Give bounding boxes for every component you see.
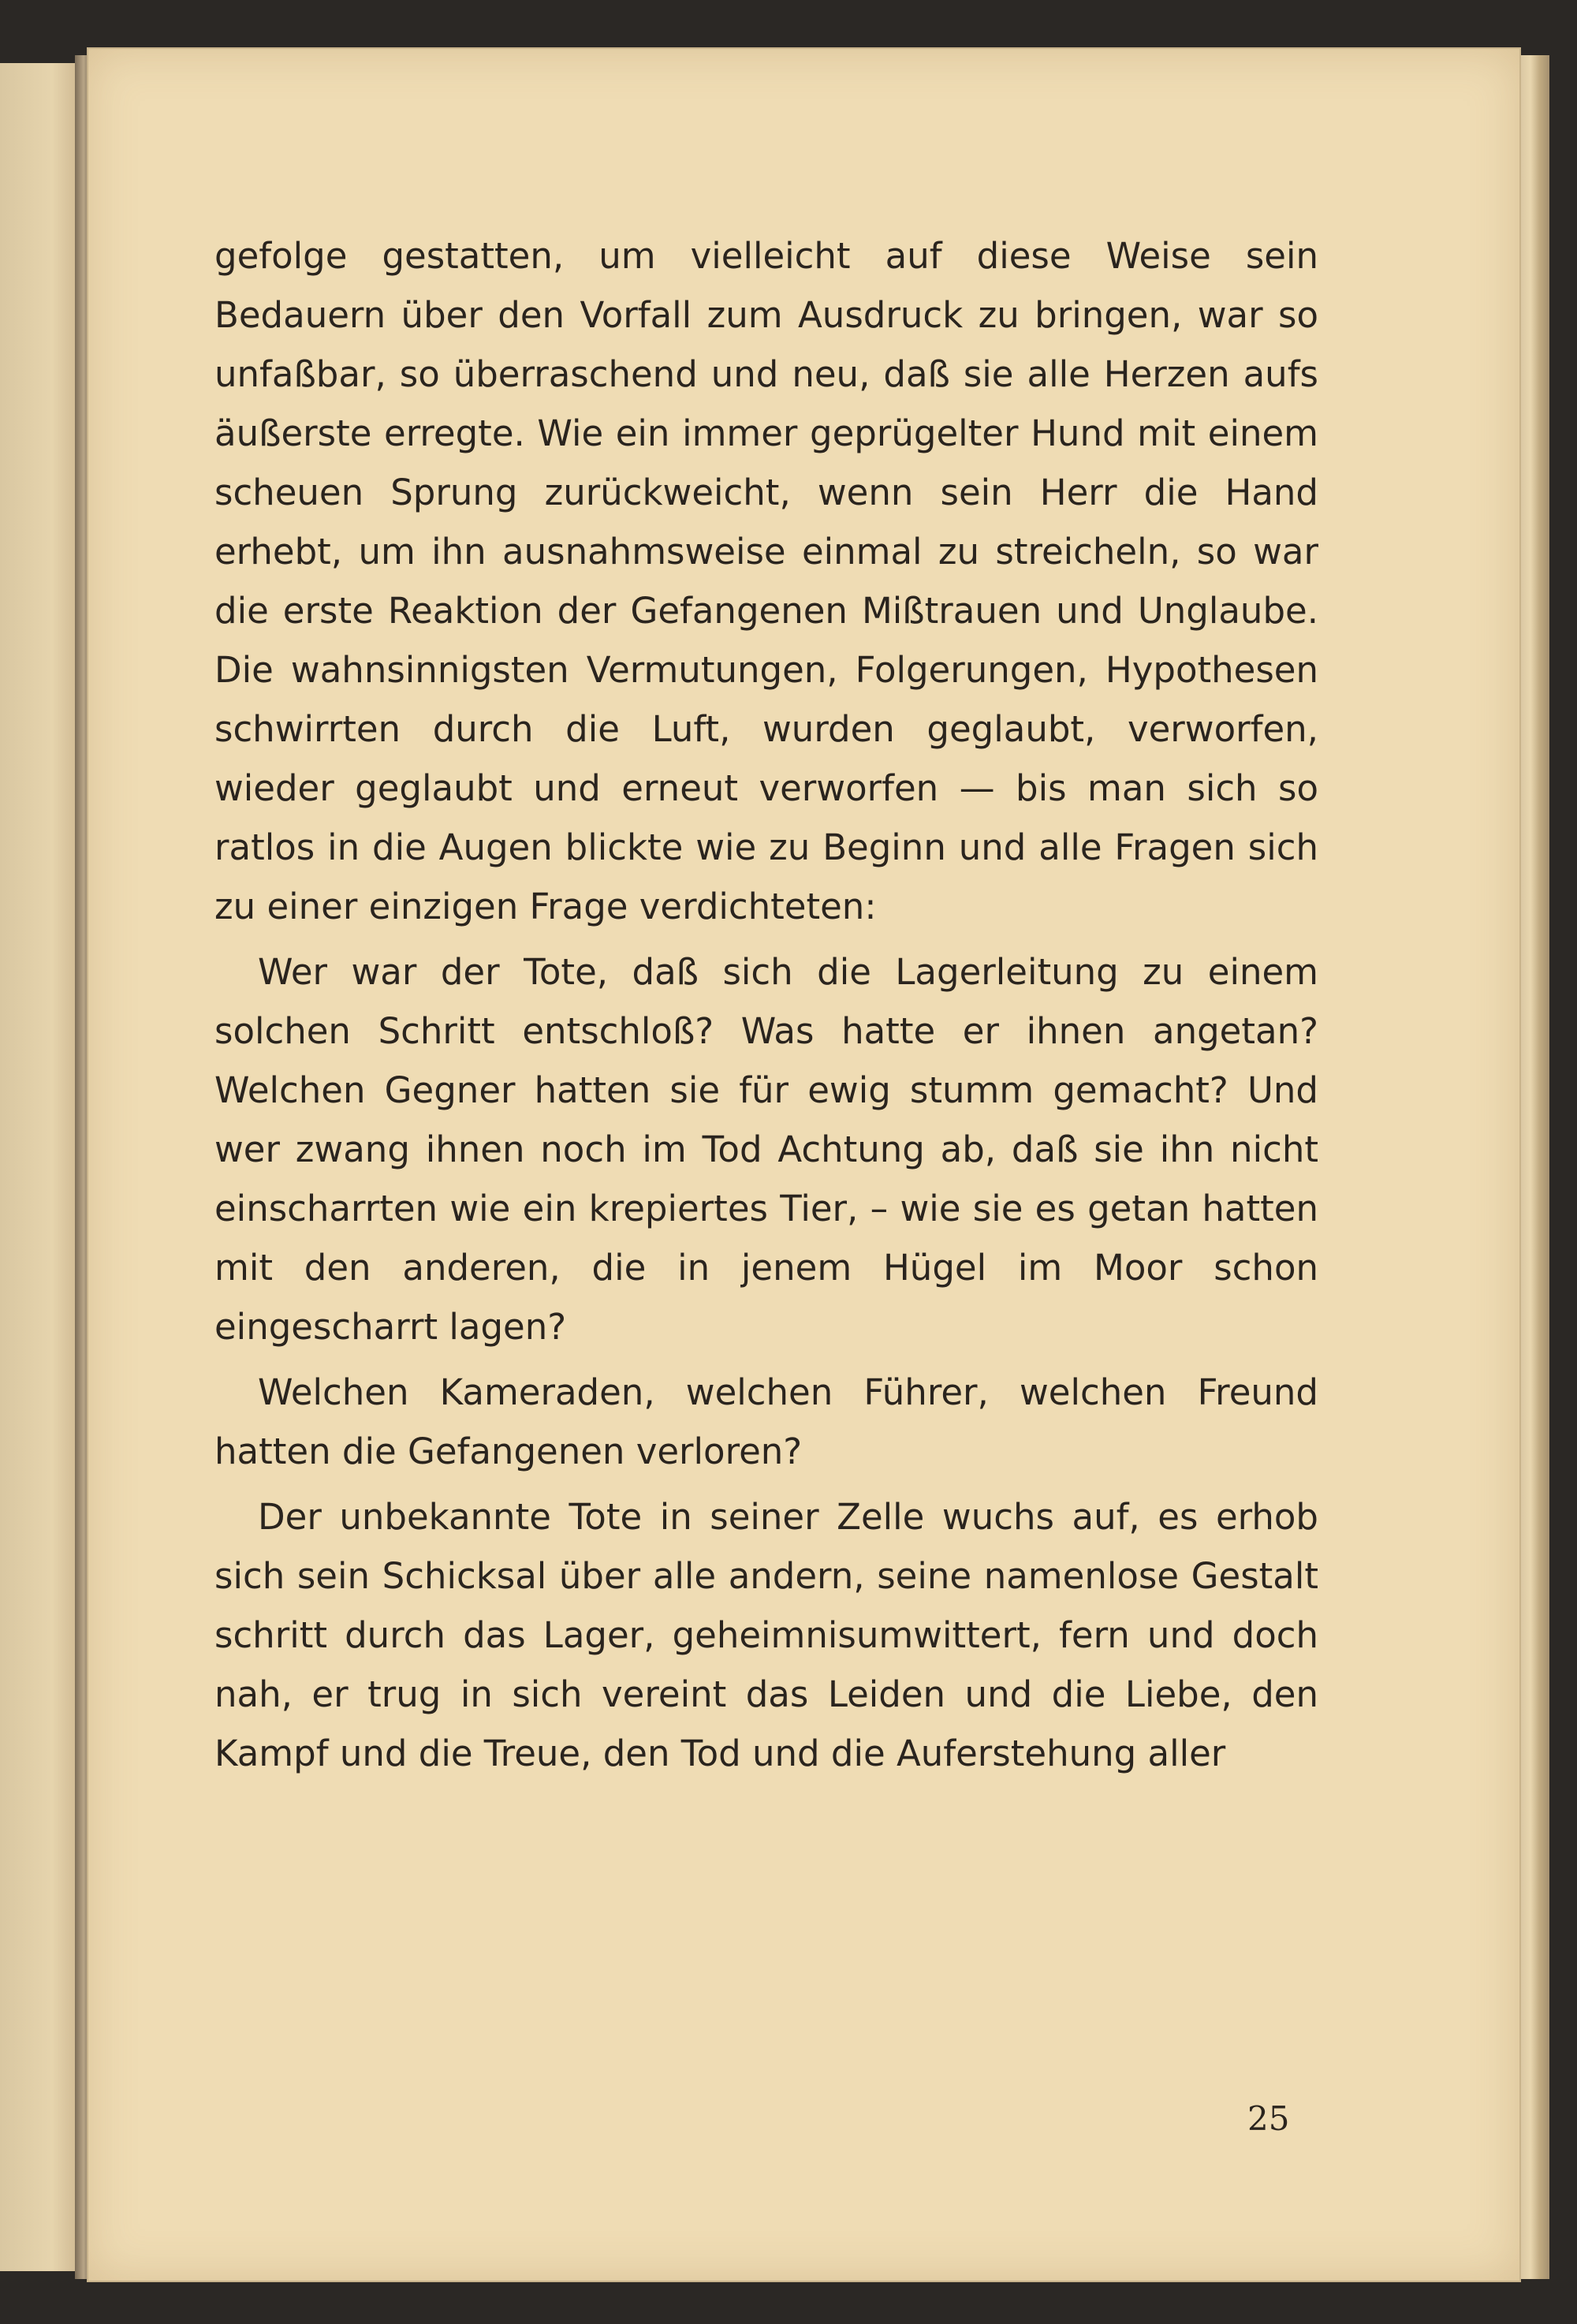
paragraph-4: Der unbekannte Tote in seiner Zelle wuchs auf, es erhob sich sein Schicksal über alle andern, seine namenlose Gestalt schritt durch das Lager, geheimnisumwittert, fern und doch nah, er trug in sich vereint das Leiden und die Liebe, den Kampf und die Treue, den Tod und die Auferstehung aller: [214, 1496, 1318, 1774]
paragraph-1: gefolge gestatten, um vielleicht auf diese Weise sein Bedauern über den Vorfall zum Ausdruck zu bringen, war so unfaßbar, so überraschend und neu, daß sie alle Herzen aufs äußerste erregte. Wie ein immer geprügelter Hund mit einem scheuen Sprung zurückweicht, wenn sein Herr die Hand erhebt, um ihn ausnahmsweise einmal zu streicheln, so war die erste Reaktion der Gefangenen Mißtrauen und Unglaube. Die wahnsinnigsten Vermutungen, Folgerungen, Hypothesen schwirrten durch die Luft, wurden geglaubt, verworfen, wieder geglaubt und erneut verworfen — bis man sich so ratlos in die Augen blickte wie zu Beginn und alle Fragen sich zu einer einzigen Frage verdichteten:: [214, 235, 1318, 927]
page-number: 25: [1247, 2099, 1290, 2138]
page-edge-stack: [1518, 55, 1549, 2279]
paragraph-2: Wer war der Tote, daß sich die Lagerleitung zu einem solchen Schritt entschloß? Was hatte er ihnen angetan? Welchen Gegner hatten sie für ewig stumm gemacht? Und wer zwang ihnen noch im Tod Achtung ab, daß sie ihn nicht einscharrten wie ein krepiertes Tier, – wie sie es getan hatten mit den anderen, die in jenem Hügel im Moor schon eingescharrt lagen?: [214, 951, 1318, 1348]
book-page: [87, 47, 1521, 2282]
paragraph-3: Welchen Kameraden, welchen Führer, welchen Freund hatten die Gefangenen verloren?: [214, 1371, 1318, 1472]
body-text: [214, 226, 1318, 1783]
